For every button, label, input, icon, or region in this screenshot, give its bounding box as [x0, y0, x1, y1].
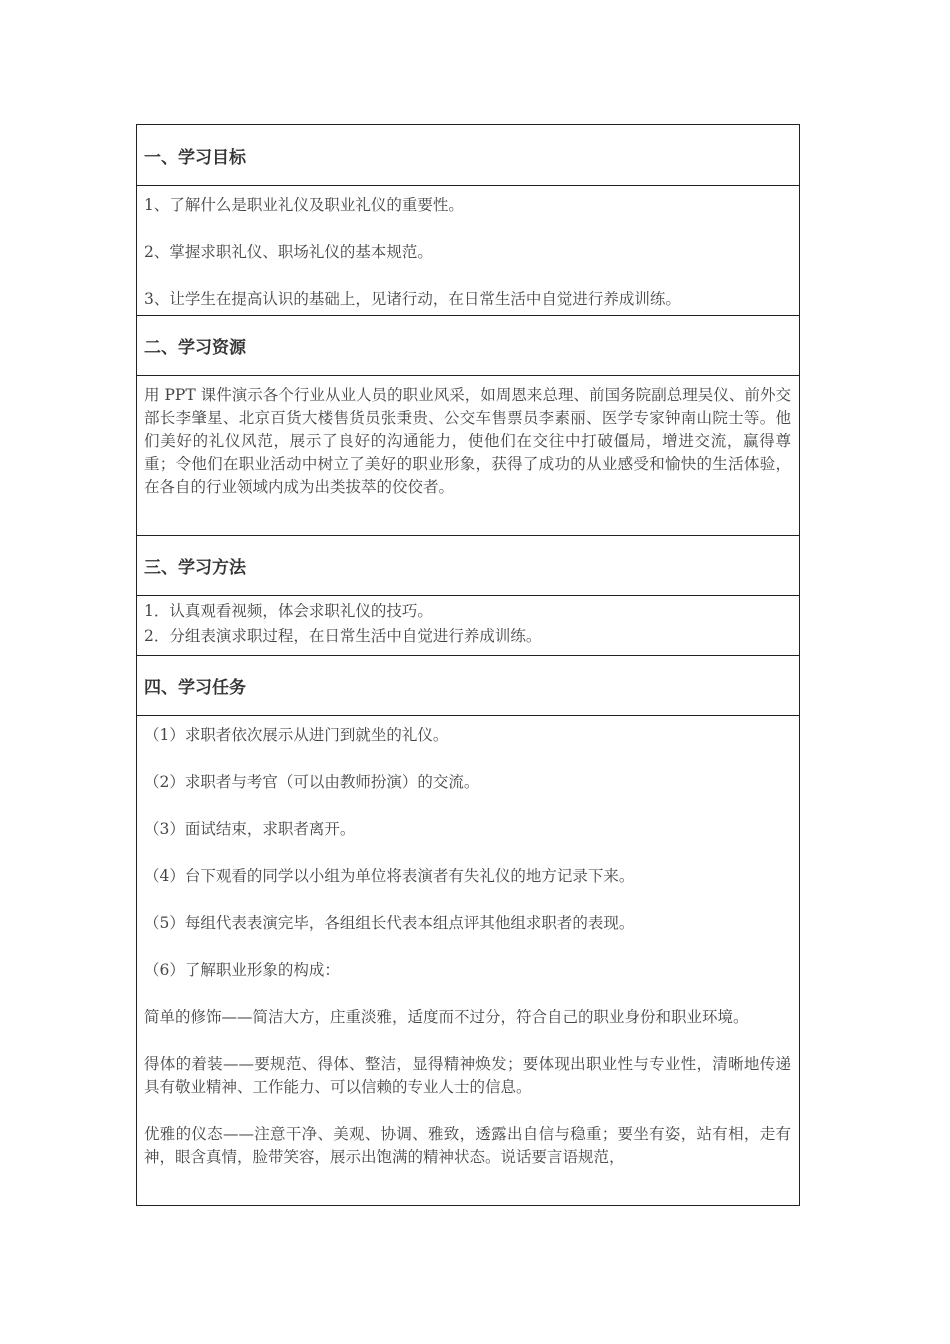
objective-item: 1、了解什么是职业礼仪及职业礼仪的重要性。	[144, 196, 464, 214]
task-item: （2）求职者与考官（可以由教师扮演）的交流。	[144, 773, 480, 791]
task-item: （6）了解职业形象的构成：	[144, 961, 340, 979]
task-paragraph: 得体的着装——要规范、得体、整洁，显得精神焕发；要体现出职业性与专业性，清晰地传递具有敬业精神、工作能力、可以信赖的专业人士的信息。	[144, 1055, 791, 1096]
task-item: （4）台下观看的同学以小组为单位将表演者有失礼仪的地方记录下来。	[144, 867, 635, 885]
lesson-plan-table	[136, 124, 800, 1206]
resources-paragraph: 用 PPT 课件演示各个行业从业人员的职业风采，如周恩来总理、前国务院副总理吴仪、前外交部长李肇星、北京百货大楼售货员张秉贵、公交车售票员李素丽、医学专家钟南山院士等。他们美好的礼仪风范，展示了良好的沟通能力，使他们在交往中打破僵局，增进交流，赢得尊重；令他们在职业活动中树立了美好的职业形象，获得了成功的从业感受和愉快的生活体验，在各自的行业领域内成为出类拔萃的佼佼者。	[144, 386, 791, 496]
task-item: （1）求职者依次展示从进门到就坐的礼仪。	[144, 726, 449, 744]
task-paragraph: 简单的修饰——简洁大方，庄重淡雅，适度而不过分，符合自己的职业身份和职业环境。	[144, 1008, 749, 1026]
method-item: 1．认真观看视频，体会求职礼仪的技巧。	[144, 602, 433, 620]
objective-item: 3、让学生在提高认识的基础上，见诸行动，在日常生活中自觉进行养成训练。	[144, 290, 681, 308]
resources-cell	[137, 375, 799, 535]
task-item: （3）面试结束，求职者离开。	[144, 820, 356, 838]
section-heading-resources: 二、学习资源	[137, 315, 799, 375]
objectives-cell	[137, 185, 799, 315]
tasks-cell	[137, 715, 799, 1205]
section-heading-tasks: 四、学习任务	[137, 655, 799, 715]
section-heading-methods: 三、学习方法	[137, 535, 799, 595]
section-heading-objectives: 一、学习目标	[144, 147, 246, 168]
method-item: 2．分组表演求职过程，在日常生活中自觉进行养成训练。	[144, 627, 542, 645]
task-paragraph: 优雅的仪态——注意干净、美观、协调、雅致，透露出自信与稳重；要坐有姿，站有相，走有神，眼含真情，脸带笑容，展示出饱满的精神状态。说话要言语规范，	[144, 1125, 791, 1166]
task-item: （5）每组代表表演完毕，各组组长代表本组点评其他组求职者的表现。	[144, 914, 635, 932]
objective-item: 2、掌握求职礼仪、职场礼仪的基本规范。	[144, 243, 433, 261]
methods-cell	[137, 595, 799, 655]
